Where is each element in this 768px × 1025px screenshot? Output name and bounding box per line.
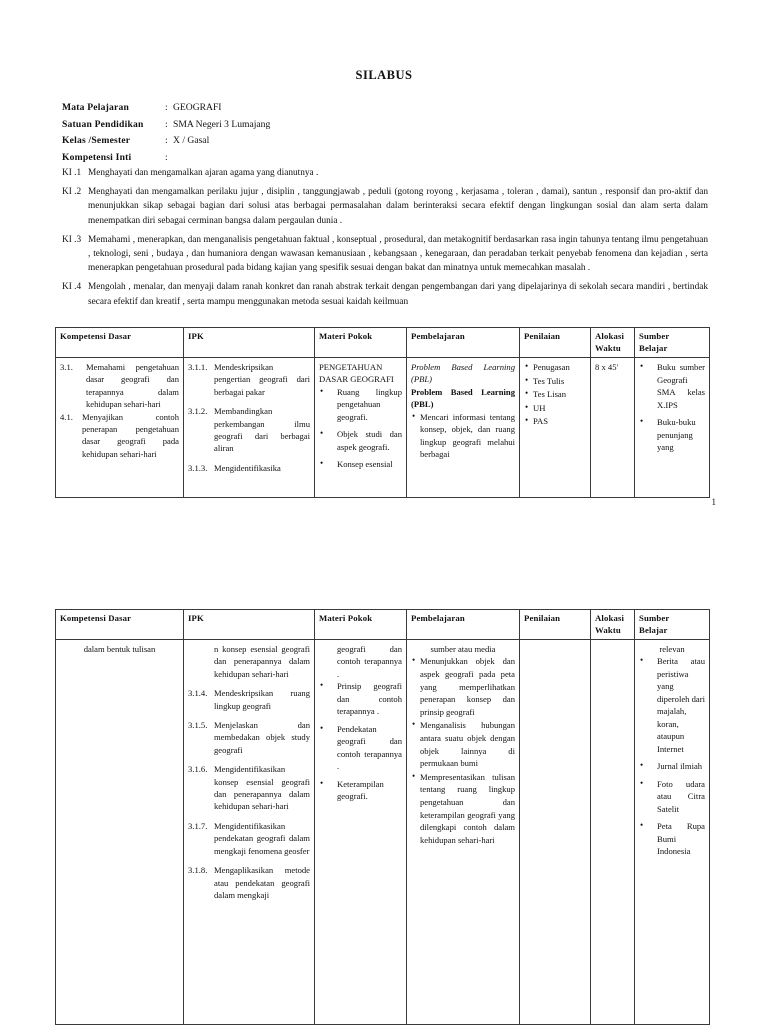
- list-item: • Peta Rupa Bumi Indonesia: [649, 820, 705, 858]
- list-item: • Jurnal ilmiah: [649, 760, 705, 773]
- ki-text: Menghayati dan mengamalkan perilaku jujur , disiplin , tanggungjawab , peduli (gotong royong , kerjasama , toleran , damai), santun , responsif dan pro-aktif dan menunjukkan sikap sebagai bagian dari solusi atas berbagai permasalahan dalam berinteraksi secara efektif dengan lingkungan sosial dan alam serta dalam menempatkan diri sebagai cerminan bangsa dalam pergaulan dunia .: [88, 187, 708, 226]
- kd-text: dalam bentuk tulisan: [83, 644, 156, 654]
- materi-heading: PENGETAHUAN DASAR GEOGRAFI: [319, 362, 394, 385]
- ki-text: Memahami , menerapkan, dan menganalisis pengetahuan faktual , konseptual , prosedural, dan metakognitif berdasarkan rasa ingin tahunya tentang ilmu pengetahuan , teknologi, seni , budaya , dan humaniora dengan wawasan kemanusiaan , kebangsaan , kenegaraan, dan peradaban terkait penyebab fenomena dan kejadian , serta menerapkan pengetahuan prosedural pada bidang kajian yang spesifik sesuai dengan bakat dan minatnya untuk memecahkan masalah .: [88, 234, 708, 274]
- list-item: • Pendekatan geografi dan contoh terapannya .: [329, 723, 402, 773]
- table-header-row: [56, 610, 710, 640]
- kompetensi-inti-item: [62, 185, 708, 228]
- ipk-text: Mengidentifikasikan konsep esensial geografi dan penerapannya dalam kehidupan sehari-hari: [214, 764, 310, 812]
- cell-pembelajaran: [407, 358, 520, 498]
- col-header-alokasi-waktu: [591, 328, 635, 358]
- meta-row-kelas-semester: [62, 133, 682, 150]
- ipk-entry: [188, 719, 310, 756]
- cell-pembelajaran: [407, 640, 520, 1025]
- sumber-line-1: Sumber: [639, 331, 670, 341]
- col-header-materi-pokok: Materi Pokok: [315, 328, 407, 358]
- materi-list: [319, 386, 402, 471]
- ki-code: KI .3: [62, 234, 82, 245]
- meta-colon: :: [165, 118, 168, 130]
- meta-value: GEOGRAFI: [173, 102, 222, 113]
- col-header-pembelajaran: Pembelajaran: [407, 610, 520, 640]
- meta-colon: :: [165, 135, 168, 146]
- ipk-number: 3.1.2.: [188, 406, 208, 417]
- metadata-block: [62, 100, 682, 166]
- list-item: • Penugasan: [533, 361, 586, 374]
- col-header-penilaian: Penilaian: [520, 328, 591, 358]
- sumber-list: [639, 361, 705, 454]
- list-item: • Prinsip geografi dan contoh terapannya .: [329, 680, 402, 718]
- cell-kompetensi-dasar: [56, 358, 184, 498]
- cell-ipk: [184, 640, 315, 1025]
- ipk-entry: [188, 763, 310, 813]
- sumber-list: [639, 655, 705, 858]
- col-header-kompetensi-dasar: Kompetensi Dasar: [56, 328, 184, 358]
- alokasi-line-1: Alokasi: [595, 613, 625, 623]
- alokasi-line-2: Waktu: [595, 342, 621, 353]
- ipk-text: Mengidentifikasikan pendekatan geografi dalam mengkaji fenomena geosfer: [214, 820, 310, 856]
- ipk-number: 3.1.4.: [188, 688, 208, 699]
- ipk-entry: [188, 864, 310, 901]
- list-item: • Buku-buku penunjang yang: [649, 416, 705, 454]
- meta-value: [173, 150, 682, 167]
- sumber-line-2: Belajar: [639, 342, 668, 353]
- ipk-entry: [188, 820, 310, 857]
- cell-alokasi-waktu: [591, 640, 635, 1025]
- list-item: • UH: [533, 402, 586, 415]
- ki-text: Menghayati dan mengamalkan ajaran agama yang dianutnya .: [88, 168, 319, 178]
- ipk-text: Membandingkan perkembangan ilmu geografi dari berbagai aliran: [214, 406, 310, 454]
- list-item: • Konsep esensial: [329, 458, 402, 471]
- ipk-number: 3.1.6.: [188, 764, 208, 775]
- sumber-line-1: Sumber: [639, 613, 670, 623]
- silabus-table-1: [55, 327, 710, 498]
- list-item: • Foto udara atau Citra Satelit: [649, 778, 705, 816]
- col-header-pembelajaran: Pembelajaran: [407, 328, 520, 358]
- col-header-alokasi-waktu: [591, 610, 635, 640]
- list-item: • Keterampilan geografi.: [329, 778, 402, 803]
- meta-label: Satuan Pendidikan: [62, 118, 144, 130]
- meta-label: Kompetensi Inti: [62, 151, 132, 163]
- col-header-ipk: IPK: [184, 328, 315, 358]
- list-item: • Menunjukkan objek dan aspek geografi pada peta yang memperlihatkan penerapan konsep dan prinsip geografi: [420, 655, 515, 718]
- col-header-ipk: IPK: [184, 610, 315, 640]
- ipk-text: Menjelaskan dan membedakan objek study geografi: [214, 720, 310, 755]
- cell-penilaian: [520, 358, 591, 498]
- kd-number: 4.1.: [60, 411, 73, 422]
- kompetensi-inti-item: [62, 166, 708, 180]
- ki-code: KI .1: [62, 168, 82, 178]
- cell-sumber-belajar: [635, 640, 710, 1025]
- pembelajaran-list: [411, 411, 515, 461]
- ki-text: Mengolah , menalar, dan menyaji dalam ranah konkret dan ranah abstrak terkait dengan pengembangan dari yang dipelajarinya di sekolah secara mandiri , bertindak secara efektif dan kreatif , serta mampu menggunakan metoda sesuai kaidah keilmuan: [88, 282, 708, 307]
- materi-continued-text: geografi dan contoh terapannya .: [337, 644, 402, 679]
- ipk-continued-text: n konsep esensial geografi dan penerapannya dalam kehidupan sehari-hari: [214, 644, 310, 679]
- col-header-sumber-belajar: [635, 328, 710, 358]
- kd-entry: [60, 361, 179, 411]
- cell-materi-pokok: [315, 640, 407, 1025]
- ipk-text: Mendeskripsikan ruang lingkup geografi: [214, 688, 310, 711]
- sumber-line-2: Belajar: [639, 624, 668, 635]
- ipk-entry: [188, 687, 310, 712]
- cell-kompetensi-dasar: [56, 640, 184, 1025]
- pembelajaran-italic-heading: Problem Based Learning (PBL): [411, 362, 515, 385]
- ipk-entry: [188, 361, 310, 398]
- alokasi-line-1: Alokasi: [595, 331, 625, 341]
- pembelajaran-continued-text: sumber atau media: [430, 644, 496, 654]
- cell-penilaian: [520, 640, 591, 1025]
- meta-row-satuan-pendidikan: [62, 117, 682, 134]
- meta-colon: :: [165, 151, 168, 163]
- list-item: • PAS: [533, 415, 586, 428]
- meta-row-kompetensi-inti: [62, 150, 682, 167]
- list-item: • Tes Tulis: [533, 375, 586, 388]
- penilaian-list: [524, 361, 586, 428]
- kompetensi-inti-item: [62, 233, 708, 276]
- silabus-table-2: [55, 609, 710, 1025]
- kd-text: Memahami pengetahuan dasar geografi dan terapannya dalam kehidupan sehari-hari: [86, 362, 179, 410]
- col-header-penilaian: Penilaian: [520, 610, 591, 640]
- meta-label: Mata Pelajaran: [62, 102, 130, 113]
- ki-code: KI .4: [62, 282, 82, 293]
- ipk-text: Mendeskripsikan pengertian geografi dari berbagai pakar: [214, 362, 310, 397]
- list-item: • Buku sumber Geografi SMA kelas X.IPS: [649, 361, 705, 411]
- kd-text: Menyajikan contoh penerapan pengetahuan dasar geografi pada kehidupan sehari-hari: [82, 411, 179, 459]
- list-item: • Mempresentasikan tulisan tentang ruang lingkup pengetahuan dan keterampilan geografi yang dilengkapi contoh dalam kehidupan sehari-hari: [420, 771, 515, 847]
- meta-value: X / Gasal: [173, 135, 210, 146]
- kd-number: 3.1.: [60, 362, 73, 372]
- ipk-number: 3.1.3.: [188, 462, 208, 473]
- list-item: • Tes Lisan: [533, 388, 586, 401]
- list-item: • Ruang lingkup pengetahuan geografi.: [329, 386, 402, 424]
- alokasi-line-2: Waktu: [595, 624, 621, 635]
- ipk-text: Mengaplikasikan metode atau pendekatan geografi dalam mengkaji: [214, 865, 310, 900]
- ipk-number: 3.1.5.: [188, 720, 208, 731]
- ipk-number: 3.1.7.: [188, 820, 208, 831]
- ipk-number: 3.1.8.: [188, 865, 208, 876]
- materi-list: [319, 680, 402, 803]
- sumber-continued-text: relevan: [659, 644, 685, 654]
- cell-sumber-belajar: [635, 358, 710, 498]
- table-row: [56, 358, 710, 498]
- ki-code: KI .2: [62, 187, 82, 198]
- col-header-materi-pokok: Materi Pokok: [315, 610, 407, 640]
- meta-row-mata-pelajaran: [62, 100, 682, 117]
- list-item: • Mencari informasi tentang konsep, objek, dan ruang lingkup geografi melahui berbagai: [420, 411, 515, 461]
- table-header-row: [56, 328, 710, 358]
- meta-value: SMA Negeri 3 Lumajang: [173, 118, 271, 130]
- list-item: • Berita atau peristiwa yang diperoleh dari majalah, koran, ataupun Internet: [649, 655, 705, 755]
- ipk-text: Mengidentifikasika: [214, 462, 281, 473]
- list-item: • Objek studi dan aspek geografi.: [329, 428, 402, 453]
- pembelajaran-list: [411, 655, 515, 846]
- list-item: • Menganalisis hubungan antara suatu objek dengan objek lainnya di permukaan bumi: [420, 719, 515, 769]
- meta-colon: :: [165, 102, 168, 113]
- cell-ipk: [184, 358, 315, 498]
- kompetensi-inti-item: [62, 280, 708, 308]
- ipk-entry: [188, 405, 310, 455]
- alokasi-value: 8 x 45': [595, 362, 619, 372]
- page-number: 1: [711, 497, 716, 507]
- pembelajaran-bold-heading: Problem Based Learning (PBL): [411, 386, 515, 410]
- col-header-sumber-belajar: [635, 610, 710, 640]
- page-title: SILABUS: [355, 68, 413, 82]
- table-row: [56, 640, 710, 1025]
- cell-alokasi-waktu: [591, 358, 635, 498]
- ipk-number: 3.1.1.: [188, 362, 208, 372]
- ipk-entry: [188, 462, 310, 474]
- meta-label: Kelas /Semester: [62, 135, 131, 146]
- kompetensi-inti-list: [62, 166, 708, 314]
- cell-materi-pokok: [315, 358, 407, 498]
- col-header-kompetensi-dasar: Kompetensi Dasar: [56, 610, 184, 640]
- kd-entry: [60, 411, 179, 461]
